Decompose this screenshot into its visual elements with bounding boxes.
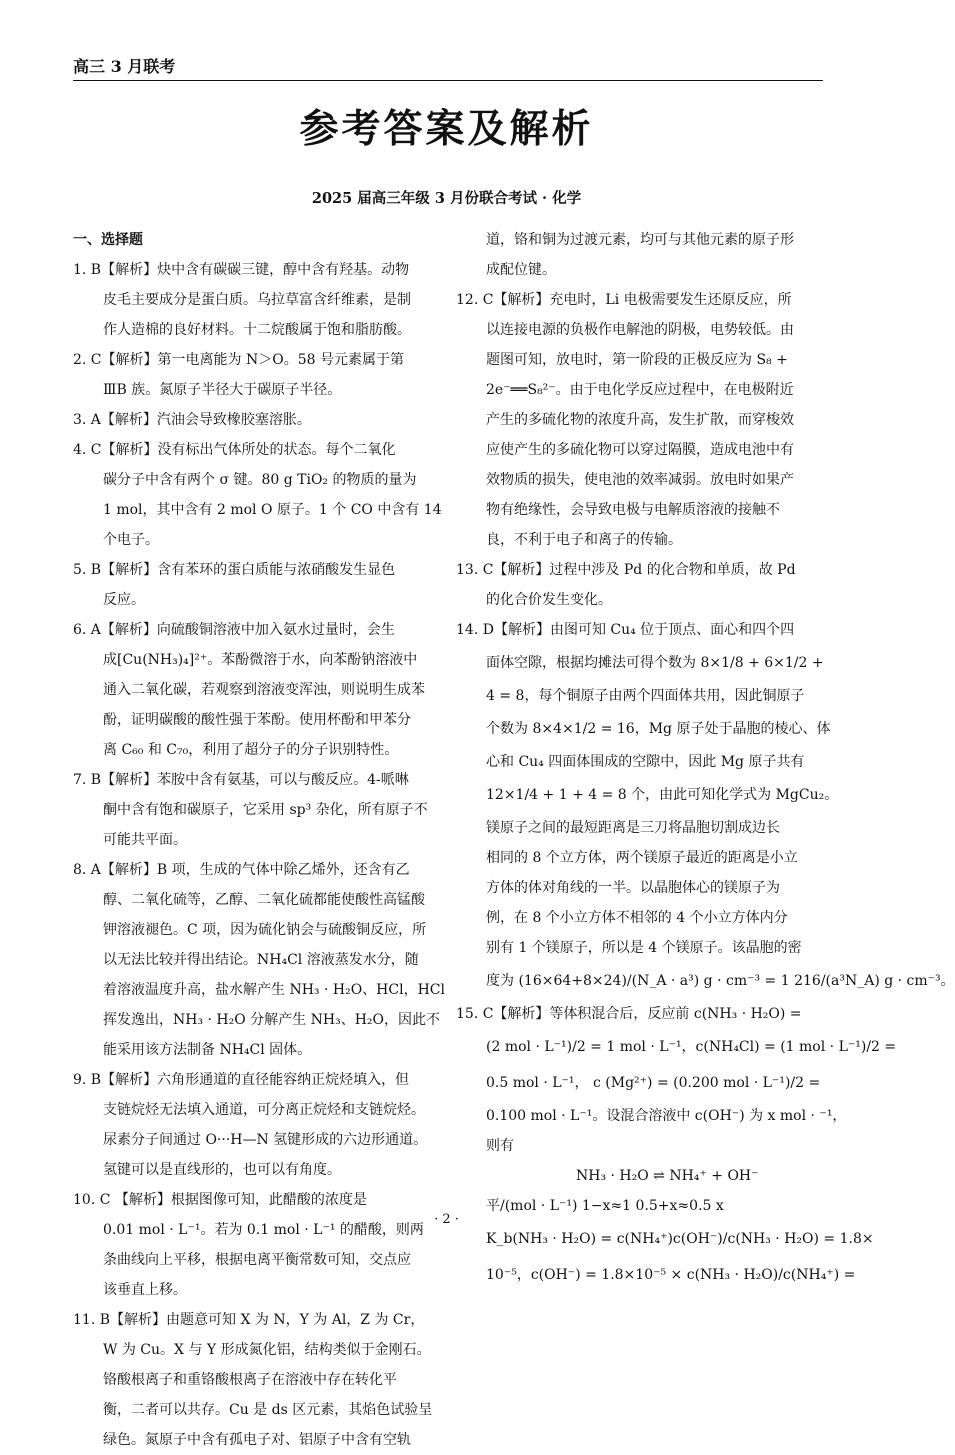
text-line: 个电子。 [103, 532, 159, 548]
text-line: 反应。 [103, 592, 145, 608]
text-line: 物有绝缘性，会导致电极与电解质溶液的接触不 [486, 502, 780, 518]
text-line: 衡，二者可以共存。Cu 是 ds 区元素，其焰色试验呈 [103, 1402, 433, 1418]
text-line: 皮毛主要成分是蛋白质。乌拉草富含纤维素，是制 [103, 292, 411, 308]
text-line: 挥发逸出，NH₃ · H₂O 分解产生 NH₃、H₂O，因此不 [103, 1012, 440, 1028]
text-line: 0.100 mol · L⁻¹。设混合溶液中 c(OH⁻) 为 x mol · ⁻¹， [486, 1108, 847, 1124]
text-line: 心和 Cu₄ 四面体围成的空隙中，因此 Mg 原子共有 [486, 754, 805, 770]
text-line: 方体的体对角线的一半。以晶胞体心的镁原子为 [486, 880, 780, 896]
text-line: 5. B【解析】含有苯环的蛋白质能与浓硝酸发生显色 [73, 562, 396, 578]
text-line: 相同的 8 个立方体，两个镁原子最近的距离是小立 [486, 850, 798, 866]
text-line: 平/(mol · L⁻¹) 1−x≈1 0.5+x≈0.5 x [486, 1198, 724, 1214]
text-line: 离 C₆₀ 和 C₇₀，利用了超分子的分子识别特性。 [103, 742, 399, 758]
text-line: 别有 1 个镁原子，所以是 4 个镁原子。该晶胞的密 [486, 940, 802, 956]
text-line: 13. C【解析】过程中涉及 Pd 的化合物和单质，故 Pd [456, 562, 796, 578]
text-line: 度为 (16×64+8×24)/(N_A · a³) g · cm⁻³ = 1 216/(a³N_A) g · cm⁻³。 [486, 973, 955, 989]
text-line: (2 mol · L⁻¹)/2 = 1 mol · L⁻¹，c(NH₄Cl) = (1 mol · L⁻¹)/2 = [486, 1039, 897, 1055]
text-line: 1 mol，其中含有 2 mol O 原子。1 个 CO 中含有 14 [103, 502, 442, 518]
text-line: 7. B【解析】苯胺中含有氨基，可以与酸反应。4-哌啉 [73, 772, 409, 788]
text-line: 醇、二氧化硫等，乙醇、二氧化硫都能使酸性高锰酸 [103, 892, 425, 908]
equation-line: NH₃ · H₂O ⇌ NH₄⁺ + OH⁻ [576, 1168, 759, 1184]
text-line: 0.5 mol · L⁻¹， c (Mg²⁺) = (0.200 mol · L⁻¹)/2 = [486, 1075, 821, 1091]
text-line: K_b(NH₃ · H₂O) = c(NH₄⁺)c(OH⁻)/c(NH₃ · H₂O) = 1.8× [486, 1231, 874, 1247]
text-line: 4 = 8，每个铜原子由两个四面体共用，因此铜原子 [486, 688, 805, 704]
text-line: 通入二氧化碳，若观察到溶液变浑浊，则说明生成苯 [103, 682, 425, 698]
text-line: 酮中含有饱和碳原子，它采用 sp³ 杂化，所有原子不 [103, 802, 428, 818]
text-line: 10⁻⁵，c(OH⁻) = 1.8×10⁻⁵ × c(NH₃ · H₂O)/c(NH₄⁺) = [486, 1267, 856, 1283]
text-line: 8. A【解析】B 项，生成的气体中除乙烯外，还含有乙 [73, 862, 410, 878]
text-line: 镁原子之间的最短距离是三刀将晶胞切割成边长 [486, 820, 780, 836]
text-line: 应使产生的多硫化物可以穿过隔膜，造成电池中有 [486, 442, 794, 458]
text-line: 15. C【解析】等体积混合后，反应前 c(NH₃ · H₂O) = [456, 1006, 802, 1022]
text-line: 氢键可以是直线形的，也可以有角度。 [103, 1162, 341, 1178]
text-line: 以无法比较并得出结论。NH₄Cl 溶液蒸发水分，随 [103, 952, 419, 968]
text-line: 例，在 8 个小立方体不相邻的 4 个小立方体内分 [486, 910, 788, 926]
text-line: 成配位键。 [486, 262, 556, 278]
section-title: 一、选择题 [73, 232, 143, 248]
exam-header-label: 高三 3 月联考 [73, 57, 176, 76]
text-line: ⅢB 族。氮原子半径大于碳原子半径。 [103, 382, 342, 398]
text-line: 铬酸根离子和重铬酸根离子在溶液中存在转化平 [103, 1372, 397, 1388]
page-title: 参考答案及解析 [299, 107, 594, 152]
text-line: 14. D【解析】由图可知 Cu₄ 位于顶点、面心和四个四 [456, 622, 795, 638]
text-line: 良，不利于电子和离子的传输。 [486, 532, 682, 548]
text-line: 着溶液温度升高，盐水解产生 NH₃ · H₂O、HCl，HCl [103, 982, 445, 998]
text-line: 支链烷烃无法填入通道，可分离正烷烃和支链烷烃。 [103, 1102, 425, 1118]
text-line: 题图可知，放电时，第一阶段的正极反应为 S₈ + [486, 352, 788, 368]
header-divider [73, 80, 823, 81]
text-line: 尿素分子间通过 O···H—N 氢键形成的六边形通道。 [103, 1132, 428, 1148]
text-line: 12. C【解析】充电时，Li 电极需要发生还原反应，所 [456, 292, 792, 308]
text-line: 4. C【解析】没有标出气体所处的状态。每个二氧化 [73, 442, 396, 458]
text-line: 绿色。氮原子中含有孤电子对、铝原子中含有空轨 [103, 1432, 411, 1448]
text-line: 6. A【解析】向硫酸铜溶液中加入氨水过量时，会生 [73, 622, 395, 638]
page-number: · 2 · [434, 1212, 459, 1227]
text-line: 产生的多硫化物的浓度升高，发生扩散，而穿梭效 [486, 412, 794, 428]
text-line: 12×1/4 + 1 + 4 = 8 个，由此可知化学式为 MgCu₂。 [486, 787, 839, 803]
text-line: 能采用该方法制备 NH₄Cl 固体。 [103, 1042, 312, 1058]
text-line: 作人造棉的良好材料。十二烷酸属于饱和脂肪酸。 [103, 322, 411, 338]
text-line: 则有 [486, 1138, 514, 1154]
exam-subtitle: 2025 届高三年级 3 月份联合考试 · 化学 [311, 190, 582, 207]
text-line: 效物质的损失，使电池的效率减弱。放电时如果产 [486, 472, 794, 488]
text-line: 以连接电源的负极作电解池的阴极，电势较低。由 [486, 322, 794, 338]
text-line: 的化合价发生变化。 [486, 592, 612, 608]
text-line: W 为 Cu。X 与 Y 形成氮化铝，结构类似于金刚石。 [103, 1342, 431, 1358]
text-line: 碳分子中含有两个 σ 键。80 g TiO₂ 的物质的量为 [103, 472, 417, 488]
text-line: 3. A【解析】汽油会导致橡胶塞溶胀。 [73, 412, 311, 428]
right-column [456, 225, 955, 1293]
text-line: 可能共平面。 [103, 832, 187, 848]
text-line: 条曲线向上平移，根据电离平衡常数可知，交点应 [103, 1252, 411, 1268]
text-line: 面体空隙，根据均摊法可得个数为 8×1/8 + 6×1/2 + [486, 655, 824, 671]
text-line: 1. B【解析】炔中含有碳碳三键，醇中含有羟基。动物 [73, 262, 410, 278]
text-line: 2. C【解析】第一电离能为 N＞O。58 号元素属于第 [73, 352, 404, 368]
text-line: 钾溶液褪色。C 项，因为硫化钠会与硫酸铜反应，所 [103, 922, 427, 938]
left-column [73, 225, 448, 1455]
text-line: 2e⁻══S₈²⁻。由于电化学反应过程中，在电极附近 [486, 382, 794, 398]
text-line: 道，铬和铜为过渡元素，均可与其他元素的原子形 [486, 232, 794, 248]
text-line: 该垂直上移。 [103, 1282, 187, 1298]
text-line: 个数为 8×4×1/2 = 16，Mg 原子处于晶胞的棱心、体 [486, 721, 831, 737]
text-line: 酚，证明碳酸的酸性强于苯酚。使用杯酚和甲苯分 [103, 712, 411, 728]
text-line: 9. B【解析】六角形通道的直径能容纳正烷烃填入，但 [73, 1072, 410, 1088]
text-line: 11. B【解析】由题意可知 X 为 N，Y 为 Al，Z 为 Cr， [73, 1312, 425, 1328]
text-line: 0.01 mol · L⁻¹。若为 0.1 mol · L⁻¹ 的醋酸，则两 [103, 1222, 424, 1238]
text-line: 10. C 【解析】根据图像可知，此醋酸的浓度是 [73, 1192, 367, 1208]
text-line: 成[Cu(NH₃)₄]²⁺。苯酚微溶于水，向苯酚钠溶液中 [103, 652, 418, 668]
